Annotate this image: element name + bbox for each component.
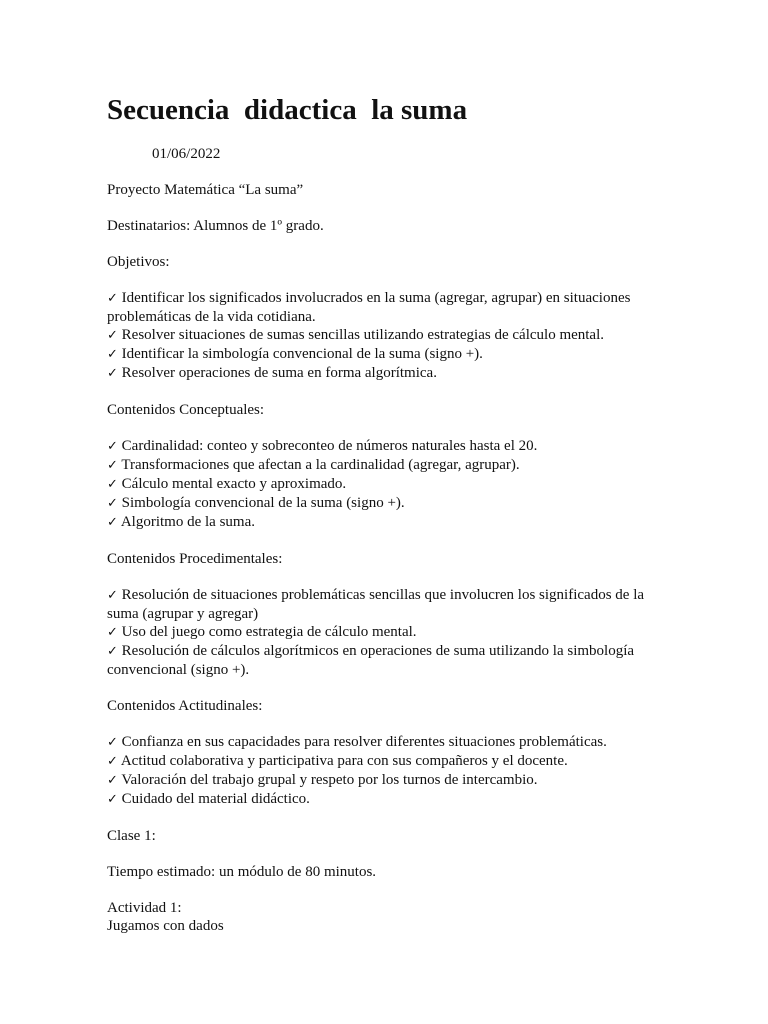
procedural-heading: Contenidos Procedimentales: — [107, 551, 283, 567]
list-item — [107, 475, 657, 494]
checkmark-icon: ✓ — [107, 644, 118, 659]
checkmark-icon: ✓ — [107, 347, 118, 362]
list-item — [107, 326, 657, 345]
checkmark-icon: ✓ — [107, 366, 118, 381]
conceptual-heading: Contenidos Conceptuales: — [107, 402, 265, 418]
list-item — [107, 345, 657, 364]
checkmark-icon: ✓ — [107, 328, 118, 343]
checkmark-icon: ✓ — [107, 515, 118, 530]
activity-label: Actividad 1: — [107, 900, 182, 916]
list-item-text: Resolución de situaciones problemáticas sencillas que involucren los significados de la suma (agrupar y agregar) — [107, 587, 645, 622]
checkmark-icon: ✓ — [107, 735, 118, 750]
list-item-text: Resolución de cálculos algorítmicos en operaciones de suma utilizando la simbología convencional (signo +). — [107, 643, 635, 678]
checkmark-icon: ✓ — [107, 754, 118, 769]
list-item-text: Confianza en sus capacidades para resolver diferentes situaciones problemáticas. — [121, 734, 607, 750]
attitudinal-list — [107, 733, 657, 809]
estimated-time: Tiempo estimado: un módulo de 80 minutos. — [107, 864, 377, 880]
list-item — [107, 437, 657, 456]
class-heading: Clase 1: — [107, 828, 156, 844]
list-item-text: Transformaciones que afectan a la cardinalidad (agregar, agrupar). — [121, 457, 520, 473]
list-item-text: Actitud colaborativa y participativa para con sus compañeros y el docente. — [120, 753, 568, 769]
list-item — [107, 513, 657, 532]
attitudinal-heading: Contenidos Actitudinales: — [107, 698, 263, 714]
list-item — [107, 364, 657, 383]
list-item — [107, 642, 657, 679]
checkmark-icon: ✓ — [107, 792, 118, 807]
checkmark-icon: ✓ — [107, 439, 118, 454]
list-item-text: Cardinalidad: conteo y sobreconteo de números naturales hasta el 20. — [121, 438, 538, 454]
list-item — [107, 771, 657, 790]
list-item — [107, 752, 657, 771]
list-item-text: Resolver operaciones de suma en forma algorítmica. — [121, 365, 437, 381]
checkmark-icon: ✓ — [107, 625, 118, 640]
list-item-text: Valoración del trabajo grupal y respeto por los turnos de intercambio. — [121, 772, 538, 788]
activity-name: Jugamos con dados — [107, 918, 224, 934]
document-body — [107, 181, 657, 935]
list-item-text: Algoritmo de la suma. — [120, 514, 255, 530]
checkmark-icon: ✓ — [107, 477, 118, 492]
list-item — [107, 494, 657, 513]
checkmark-icon: ✓ — [107, 496, 118, 511]
list-item — [107, 289, 657, 326]
list-item — [107, 790, 657, 809]
checkmark-icon: ✓ — [107, 291, 118, 306]
list-item-text: Cálculo mental exacto y aproximado. — [121, 476, 347, 492]
list-item-text: Identificar los significados involucrados en la suma (agregar, agrupar) en situaciones problemáticas de la vida cotidiana. — [107, 290, 631, 325]
procedural-list — [107, 586, 657, 679]
document-title: Secuencia didactica la suma — [107, 94, 468, 126]
list-item — [107, 586, 657, 623]
objectives-list — [107, 289, 657, 383]
list-item — [107, 733, 657, 752]
objectives-heading: Objetivos: — [107, 254, 170, 270]
project-name: Proyecto Matemática “La suma” — [107, 182, 304, 198]
conceptual-list — [107, 437, 657, 532]
list-item-text: Uso del juego como estrategia de cálculo mental. — [121, 624, 417, 640]
list-item-text: Cuidado del material didáctico. — [121, 791, 310, 807]
recipients: Destinatarios: Alumnos de 1º grado. — [107, 218, 324, 234]
checkmark-icon: ✓ — [107, 458, 118, 473]
document-date: 01/06/2022 — [152, 146, 221, 162]
list-item — [107, 623, 657, 642]
checkmark-icon: ✓ — [107, 773, 118, 788]
list-item-text: Simbología convencional de la suma (signo +). — [121, 495, 405, 511]
checkmark-icon: ✓ — [107, 588, 118, 603]
list-item-text: Identificar la simbología convencional de la suma (signo +). — [121, 346, 483, 362]
list-item-text: Resolver situaciones de sumas sencillas utilizando estrategias de cálculo mental. — [121, 327, 605, 343]
list-item — [107, 456, 657, 475]
